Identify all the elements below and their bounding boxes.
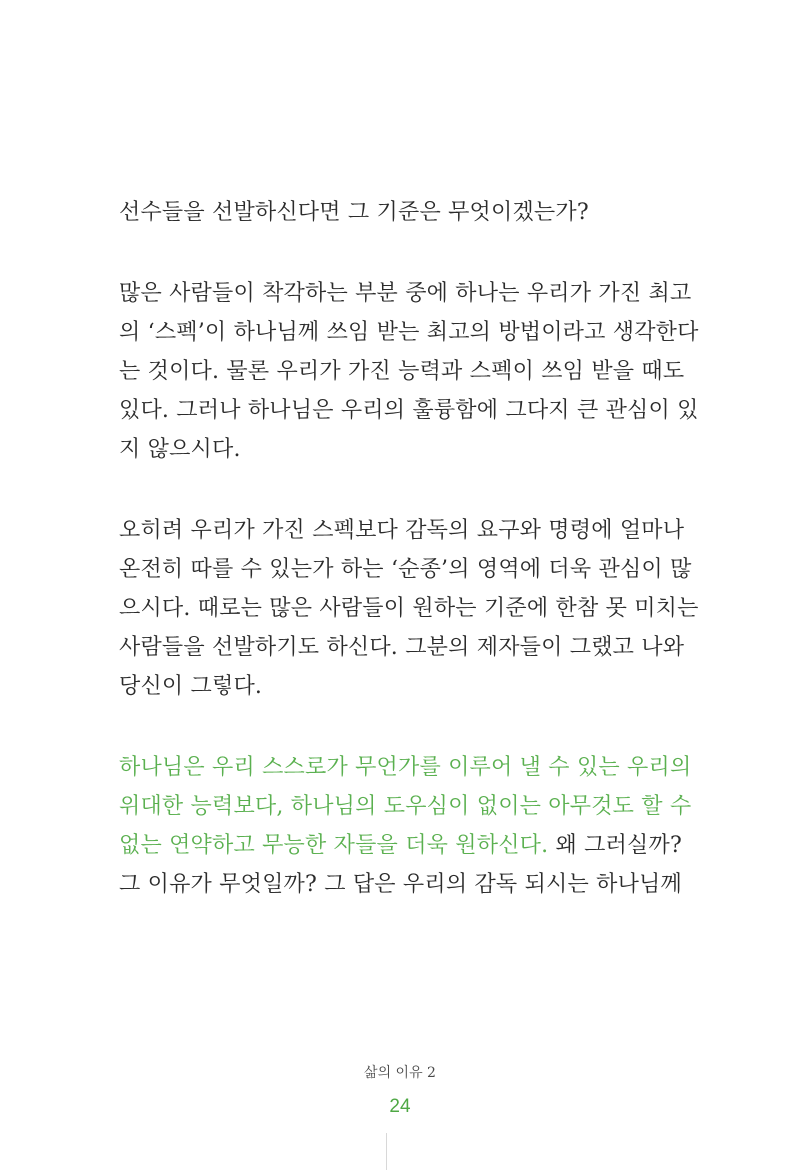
mixed-text-line	[119, 831, 684, 861]
running-footer-title: 삶의 이유 2	[364, 1065, 436, 1081]
text-line: 으시다. 때로는 많은 사람들이 원하는 기준에 한참 못 미치는	[119, 596, 699, 621]
plain-text-span: 왜 그러실까?	[548, 833, 682, 858]
text-line: 오히려 우리가 가진 스펙보다 감독의 요구와 명령에 얼마나	[119, 518, 685, 543]
text-line: 그 이유가 무엇일까? 그 답은 우리의 감독 되시는 하나님께	[119, 872, 682, 897]
text-line: 온전히 따를 수 있는가 하는 ‘순종’의 영역에 더욱 관심이 많	[119, 557, 692, 582]
page-number: 24	[389, 1096, 411, 1117]
text-line: 는 것이다. 물론 우리가 가진 능력과 스펙이 쓰임 받을 때도	[119, 359, 685, 384]
text-line: 선수들을 선발하신다면 그 기준은 무엇이겠는가?	[119, 200, 589, 225]
text-line: 의 ‘스펙’이 하나님께 쓰임 받는 최고의 방법이라고 생각한다	[119, 320, 699, 345]
highlighted-text-span: 없는 연약하고 무능한 자들을 더욱 원하신다.	[119, 833, 549, 858]
highlighted-text-line: 하나님은 우리 스스로가 무언가를 이루어 낼 수 있는 우리의	[119, 755, 692, 780]
text-line: 지 않으시다.	[119, 437, 241, 462]
highlighted-text-line: 위대한 능력보다, 하나님의 도우심이 없이는 아무것도 할 수	[119, 794, 692, 819]
footer-divider	[386, 1133, 387, 1170]
text-line: 당신이 그렇다.	[119, 674, 263, 699]
text-line: 사람들을 선발하기도 하신다. 그분의 제자들이 그랬고 나와	[119, 635, 685, 660]
text-line: 있다. 그러나 하나님은 우리의 훌륭함에 그다지 큰 관심이 있	[119, 398, 699, 423]
text-line: 많은 사람들이 착각하는 부분 중에 하나는 우리가 가진 최고	[119, 281, 692, 306]
